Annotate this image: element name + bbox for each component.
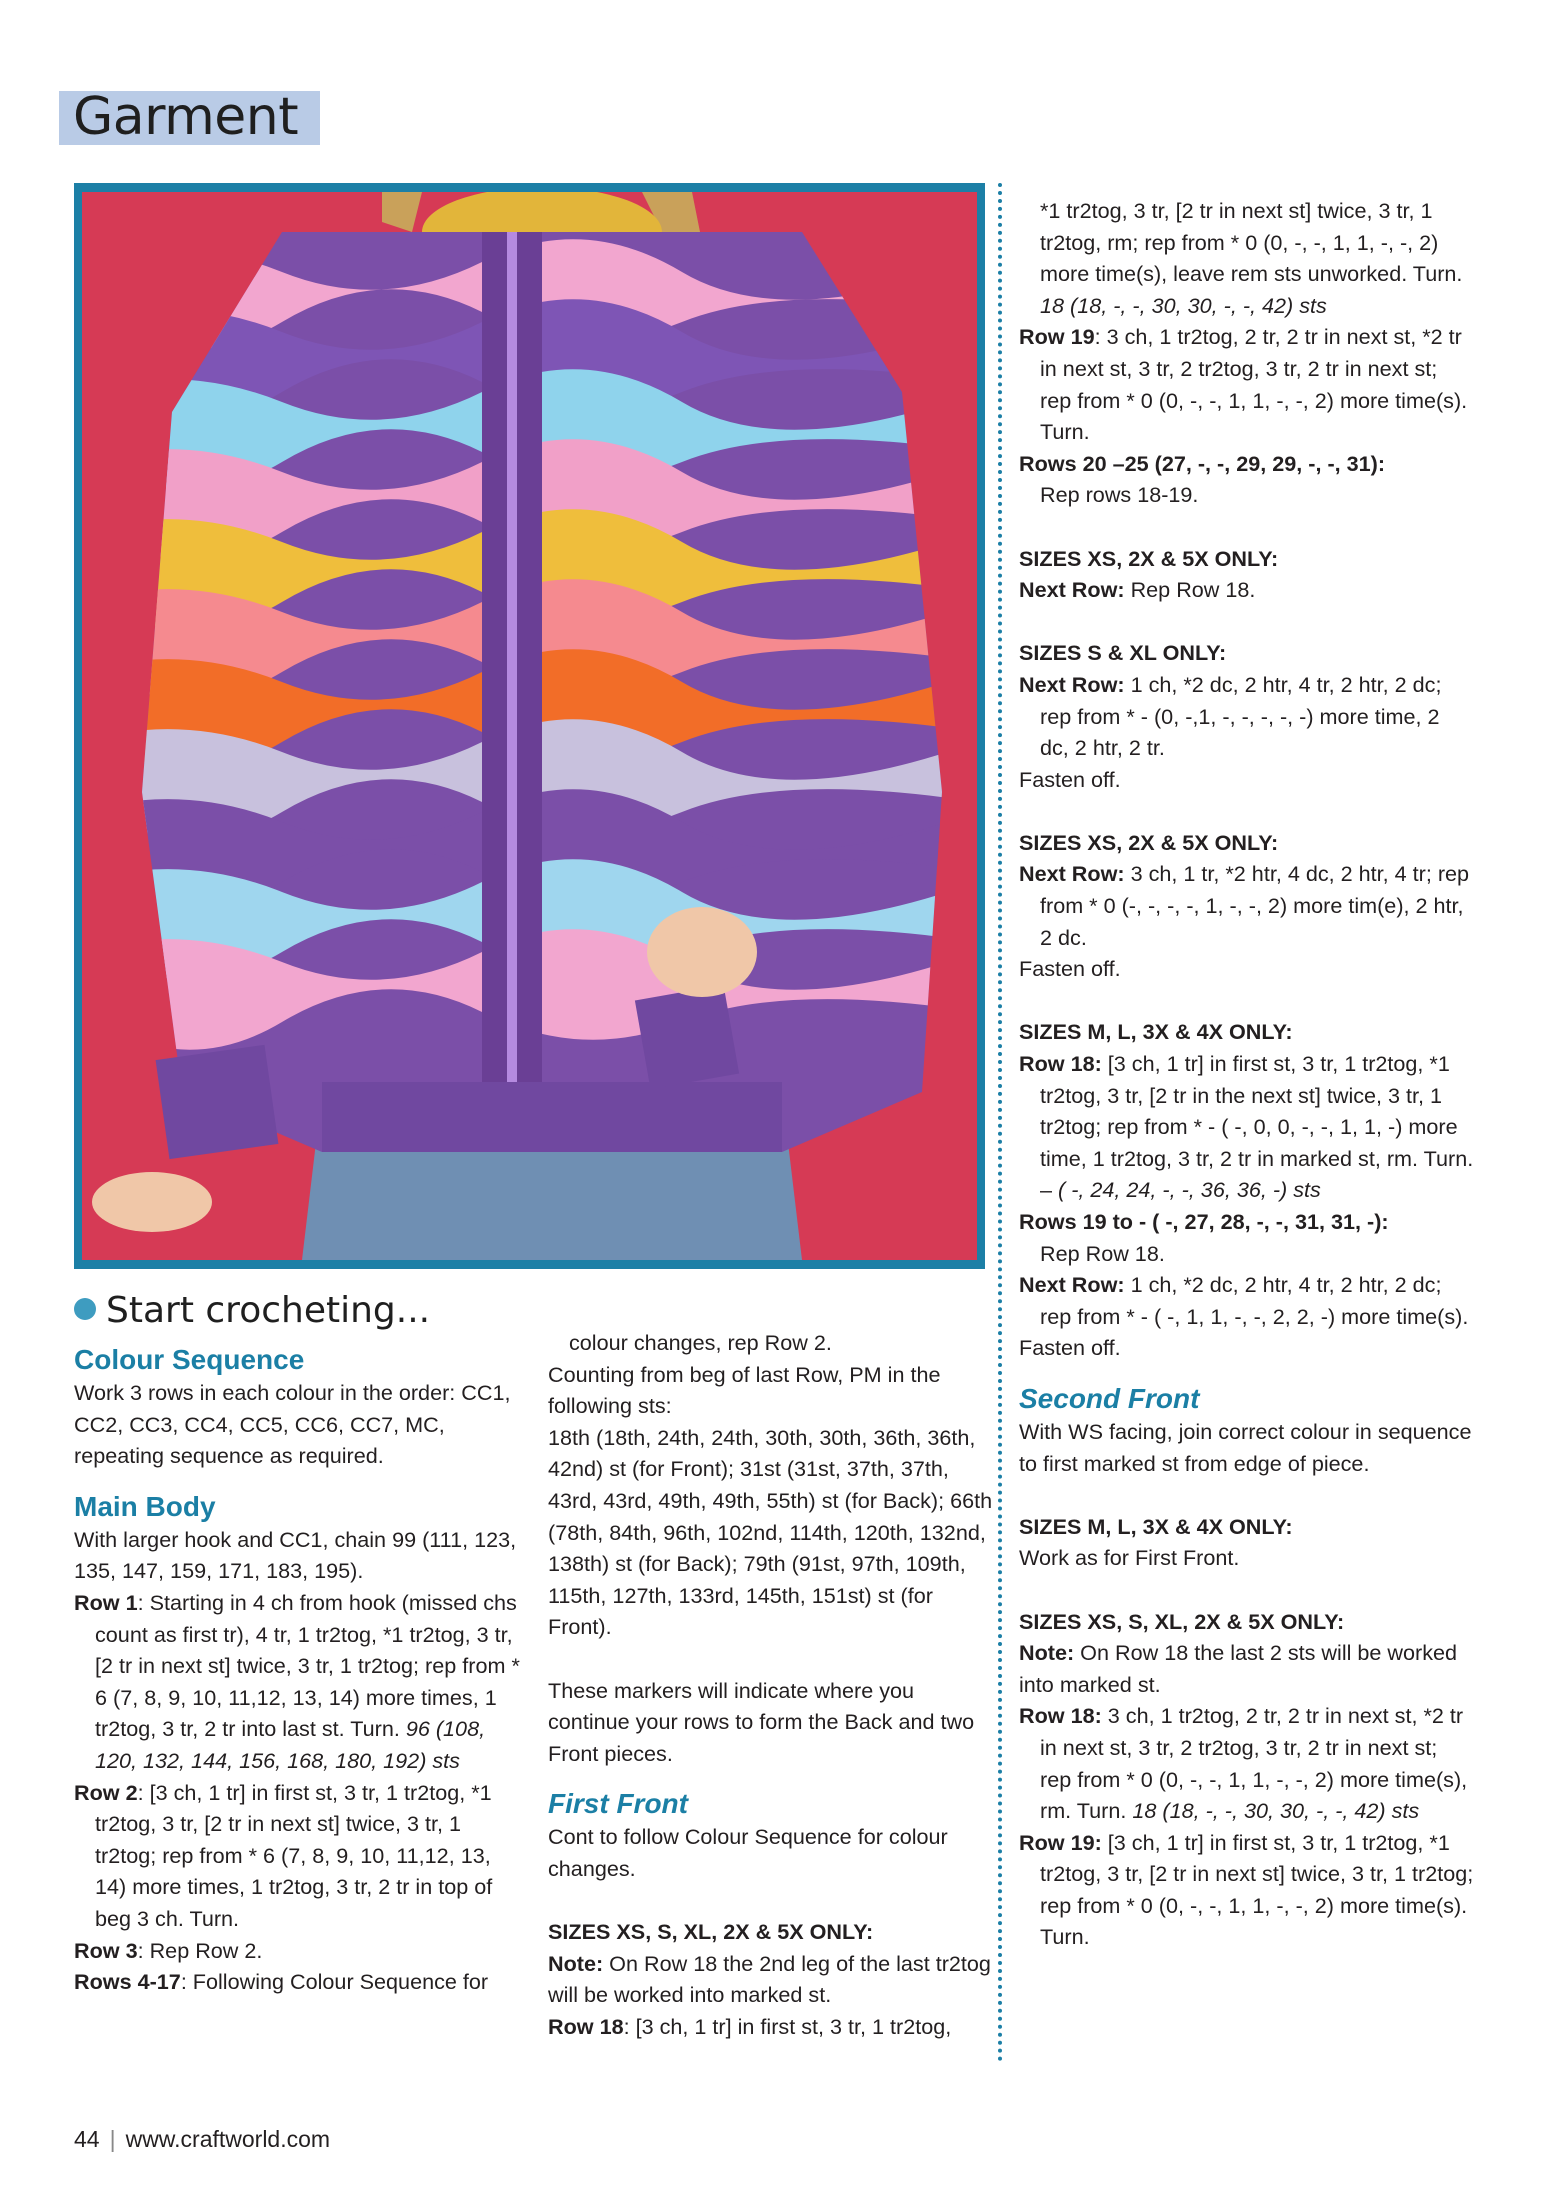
sizes-d-next-text: 1 ch, *2 dc, 2 htr, 4 tr, 2 htr, 2 dc; rep from * - ( -, 1, 1, -, -, 2, 2, -) more time(s). — [1040, 1272, 1469, 1329]
sizes-b-end: Fasten off. — [1019, 766, 1121, 792]
sf-row-18-count: 18 (18, -, -, 30, 30, -, -, 42) sts — [1132, 1798, 1420, 1824]
sf-note-text: On Row 18 the last 2 sts will be worked into marked st. — [1019, 1640, 1458, 1697]
row-19-label: Row 19 — [1019, 324, 1095, 350]
column-divider — [998, 183, 1002, 2063]
row-2-label: Row 2 — [74, 1779, 138, 1805]
sizes-c-instruction — [1019, 858, 1474, 953]
rows-20-25-label: Rows 20 –25 (27, -, -, 29, 29, -, -, 31): — [1019, 450, 1386, 476]
sf-row-18-label: Row 18: — [1019, 1703, 1102, 1729]
sf-note — [1019, 1637, 1474, 1700]
markers-text: 18th (18th, 24th, 24th, 30th, 30th, 36th, 36th, 42nd) st (for Front); 31st (31st, 37th, 37th, 43rd, 43rd, 49th, 49th, 55th) st (for Back); 66th (78th, 84th, 96th, 102nd, 114th, 120th, 132nd, 138th) st (for Back); 79th (91st, 97th, 109th, 115th, 127th, 133rd, 145th, 151st) st (for Front). — [548, 1424, 993, 1640]
row-1-instruction — [74, 1587, 524, 1777]
colour-sequence-text: Work 3 rows in each colour in the order: CC1, CC2, CC3, CC4, CC5, CC6, CC7, MC, repeating sequence as required. — [74, 1380, 511, 1469]
sizes-a-label: Next Row: — [1019, 577, 1125, 603]
column-1 — [74, 1343, 524, 1998]
first-front-title: First Front — [548, 1788, 688, 1820]
sizes-b-instruction — [1019, 669, 1474, 764]
sizes-d-rows-19-text: Rep Row 18. — [1040, 1240, 1165, 1266]
yarn-ball-icon — [74, 1298, 96, 1320]
sizes-c-text: 3 ch, 1 tr, *2 htr, 4 dc, 2 htr, 4 tr; rep from * 0 (-, -, -, -, 1, -, -, 2) more tim(e), 2 htr, 2 dc. — [1040, 861, 1470, 950]
sf-row-19 — [1019, 1827, 1474, 1953]
column-3 — [1019, 195, 1474, 1953]
garment-photo — [82, 192, 977, 1260]
second-front-text: With WS facing, join correct colour in sequence to first marked st from edge of piece. — [1019, 1418, 1472, 1476]
page-number: 44 — [74, 2126, 100, 2152]
rows-4-17-instruction — [74, 1966, 524, 1998]
row-2-instruction — [74, 1777, 524, 1935]
markers-note: These markers will indicate where you continue your rows to form the Back and two Front pieces. — [548, 1677, 975, 1766]
sizes-d-next-row — [1019, 1269, 1474, 1332]
section-title: Garment — [73, 87, 299, 147]
colour-sequence-title: Colour Sequence — [74, 1344, 305, 1375]
sizes-d-next-label: Next Row: — [1019, 1272, 1125, 1298]
note-label: Note: — [548, 1950, 604, 1976]
row-1-text: : Starting in 4 ch from hook (missed chs count as first tr), 4 tr, 1 tr2tog, *1 tr2tog, 3 tr, [2 tr in next st] twice, 3 tr, 1 tr2tog; rep from * 6 (7, 8, 9, 10, 11,12, 13, 14) more times, 1 tr2tog, 3 tr, 2 tr into last st. Turn. — [95, 1589, 520, 1742]
row-18-text: : [3 ch, 1 tr] in first st, 3 tr, 1 tr2tog, — [623, 2013, 952, 2039]
row-19-text: : 3 ch, 1 tr2tog, 2 tr, 2 tr in next st, *2 tr in next st, 3 tr, 2 tr2tog, 3 tr, 2 tr in next st; rep from * 0 (0, -, -, 1, 1, -, -, 2) more time(s). Turn. — [1040, 324, 1468, 445]
sf-row-18-text: 3 ch, 1 tr2tog, 2 tr, 2 tr in next st, *2 tr in next st, 3 tr, 2 tr2tog, 3 tr, 2 tr in next st; rep from * 0 (0, -, -, 1, 1, -, -, 2) more time(s), rm. Turn. — [1040, 1703, 1468, 1824]
sizes-heading: SIZES XS, S, XL, 2X & 5X ONLY: — [548, 1919, 874, 1945]
start-heading-text: Start crocheting... — [106, 1290, 431, 1331]
row-18-label: Row 18 — [548, 2013, 624, 2039]
sizes-a-instruction — [1019, 574, 1474, 606]
first-front-text: Cont to follow Colour Sequence for colour changes. — [548, 1824, 948, 1881]
row-3-label: Row 3 — [74, 1937, 138, 1963]
sizes-d-heading: SIZES M, L, 3X & 4X ONLY: — [1019, 1019, 1293, 1045]
sizes-b-heading: SIZES S & XL ONLY: — [1019, 640, 1227, 666]
row-18-cont-text: *1 tr2tog, 3 tr, [2 tr in next st] twice, 3 tr, 1 tr2tog, rm; rep from * 0 (0, -, -, 1, 1, -, -, 2) more time(s), leave rem sts unworked. Turn. — [1040, 198, 1463, 287]
note-text: On Row 18 the 2nd leg of the last tr2tog will be worked into marked st. — [548, 1950, 991, 2008]
footer-separator: | — [109, 2126, 116, 2152]
sf-sizes-b-heading: SIZES XS, S, XL, 2X & 5X ONLY: — [1019, 1608, 1345, 1634]
sizes-c-heading: SIZES XS, 2X & 5X ONLY: — [1019, 829, 1279, 855]
row-2-text: : [3 ch, 1 tr] in first st, 3 tr, 1 tr2tog, *1 tr2tog, 3 tr, [2 tr in next st] twice, 3 tr, 1 tr2tog; rep from * 6 (7, 8, 9, 10, 11,12, 13, 14) more times, 1 tr2tog, 3 tr, 2 tr in top of beg 3 ch. Turn. — [95, 1779, 493, 1931]
row-18-cont-count: 18 (18, -, -, 30, 30, -, -, 42) sts — [1040, 292, 1327, 318]
row-18-instruction — [548, 2011, 998, 2043]
sf-sizes-a-text: Work as for First Front. — [1019, 1545, 1240, 1571]
sizes-c-label: Next Row: — [1019, 861, 1125, 887]
row-1-label: Row 1 — [74, 1589, 138, 1615]
rows-4-17-text: : Following Colour Sequence for — [180, 1969, 489, 1995]
sf-sizes-a-heading: SIZES M, L, 3X & 4X ONLY: — [1019, 1513, 1293, 1539]
photo-frame — [74, 183, 985, 1269]
rows-4-17-label: Rows 4-17 — [74, 1969, 181, 1995]
rows-20-25-text: Rep rows 18-19. — [1040, 482, 1199, 508]
column-2 — [548, 1327, 998, 2042]
sf-note-label: Note: — [1019, 1640, 1075, 1666]
sizes-d-row-18 — [1019, 1048, 1474, 1206]
row-19-instruction — [1019, 321, 1474, 447]
row-1-count: 96 (108, 120, 132, 144, 156, 168, 180, 192) sts — [95, 1716, 486, 1773]
page-footer — [74, 2126, 330, 2153]
note-instruction — [548, 1948, 998, 2011]
row-3-text: : Rep Row 2. — [137, 1937, 263, 1963]
sizes-a-text: Rep Row 18. — [1124, 577, 1256, 603]
sizes-d-row-18-count: ( -, 24, 24, -, -, 36, 36, -) sts — [1058, 1177, 1321, 1203]
footer-website-link[interactable]: www.craftworld.com — [125, 2126, 331, 2152]
sizes-d-row-18-label: Row 18: — [1019, 1051, 1102, 1077]
sizes-d-end: Fasten off. — [1019, 1335, 1121, 1361]
counting-text: Counting from beg of last Row, PM in the following sts: — [548, 1361, 941, 1419]
start-heading — [74, 1290, 430, 1331]
main-body-text: With larger hook and CC1, chain 99 (111, 123, 135, 147, 159, 171, 183, 195). — [74, 1526, 517, 1584]
sizes-b-label: Next Row: — [1019, 671, 1125, 697]
sizes-d-rows-19-label: Rows 19 to - ( -, 27, 28, -, -, 31, 31, -): — [1019, 1209, 1389, 1234]
section-title-tag — [59, 87, 320, 147]
second-front-title: Second Front — [1019, 1382, 1200, 1414]
rows-4-17-continued: colour changes, rep Row 2. — [569, 1330, 832, 1355]
sizes-c-end: Fasten off. — [1019, 956, 1121, 982]
row-18-continued — [1019, 195, 1474, 321]
sf-row-19-text: [3 ch, 1 tr] in first st, 3 tr, 1 tr2tog, *1 tr2tog, 3 tr, [2 tr in next st] twice, 3 tr, 1 tr2tog; rep from * 0 (0, -, -, 1, 1, -, -, 2) more time(s). Turn. — [1040, 1829, 1474, 1950]
sf-row-19-label: Row 19: — [1019, 1829, 1102, 1855]
sizes-a-heading: SIZES XS, 2X & 5X ONLY: — [1019, 545, 1279, 571]
sizes-b-text: 1 ch, *2 dc, 2 htr, 4 tr, 2 htr, 2 dc; rep from * - (0, -,1, -, -, -, -, -) more time, 2 dc, 2 htr, 2 tr. — [1040, 671, 1442, 761]
row-3-instruction — [74, 1935, 524, 1967]
sizes-d-row-18-text: [3 ch, 1 tr] in first st, 3 tr, 1 tr2tog, *1 tr2tog, 3 tr, [2 tr in the next st] twice, 3 tr, 1 tr2tog; rep from * - ( -, 0, 0, -, -, 1, 1, -) more time, 1 tr2tog, 3 tr, 2 tr in marked st, rm. Turn. – — [1040, 1051, 1474, 1203]
sf-row-18 — [1019, 1700, 1474, 1826]
main-body-title: Main Body — [74, 1490, 216, 1522]
